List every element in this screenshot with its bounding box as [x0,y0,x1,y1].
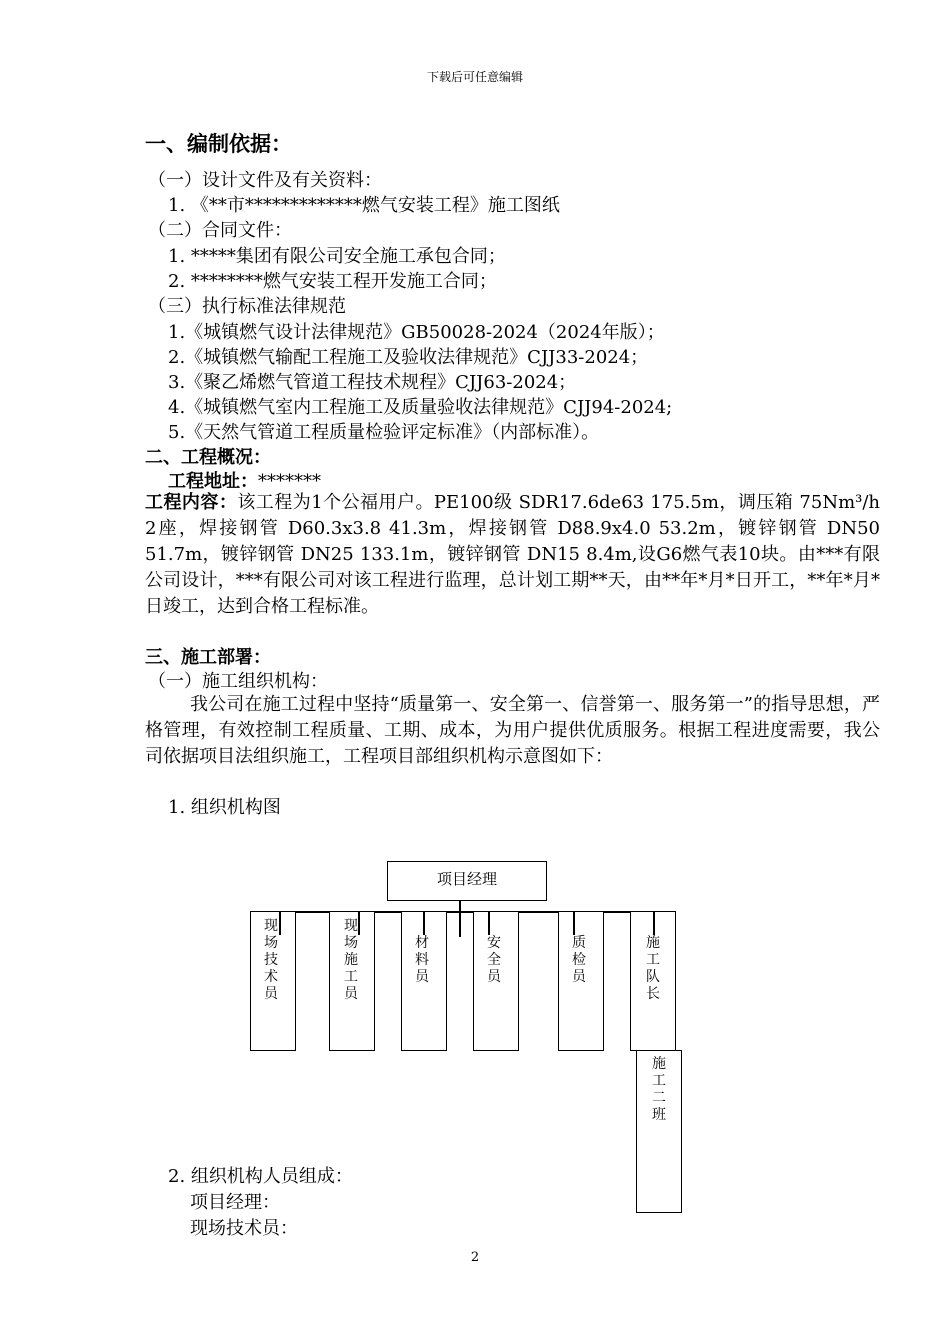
content-label: 工程内容： [145,492,238,513]
org-tick-safety [488,911,490,935]
sub3-item-2: 2.《城镇燃气输配工程施工及验收法律规范》CJJ33-2024； [168,347,649,368]
org-role-quality: 质检员 [572,935,586,985]
org-tick-captain [653,911,655,935]
org-team2-label: 施工二班 [652,1056,666,1123]
org-role-safety: 安全员 [487,935,501,985]
section1-title: 一、编制依据： [145,132,292,156]
org-role-captain: 施工队长 [646,935,660,1002]
org-tick-material [423,911,425,935]
sub2-item-1: 1. *****集团有限公司安全施工承包合同； [168,246,506,267]
page-number: 2 [470,1250,480,1265]
sub3-item-4: 4.《城镇燃气室内工程施工及质量验收法律规范》CJJ94-2024; [168,397,673,418]
org-top-label: 项目经理 [436,870,497,888]
org-tick-tech [279,911,281,935]
section1-sub1: （一）设计文件及有关资料： [148,170,382,191]
tech-label: 现场技术员： [190,1218,298,1239]
org-role-material: 材料员 [415,935,429,985]
sub1-item-1: 1. 《**市*************燃气安装工程》施工图纸 [168,195,560,216]
section2-title: 二、工程概况： [145,447,271,468]
org-trunk-line [459,901,461,937]
address-value: ******* [258,471,321,492]
sub3-item-1: 1.《城镇燃气设计法律规范》GB50028-2024（2024年版）； [168,322,665,343]
org-item1: 1. 组织机构图 [168,797,281,818]
section3-sub1: （一）施工组织机构： [148,671,328,692]
section3-title: 三、施工部署： [145,647,271,668]
section1-sub2: （二）合同文件： [148,220,292,241]
org-horizontal-line [250,911,674,913]
sub2-item-2: 2. ********燃气安装工程开发施工合同； [168,271,497,292]
org-paragraph: 我公司在施工过程中坚持“质量第一、安全第一、信誉第一、服务第一”的指导思想，严格管理，有效控制工程质量、工期、成本，为用户提供优质服务。根据工程进度需要，我公司依据项目法组织施工，工程项目部组织机构示意图如下： [145,694,880,767]
org-item2: 2. 组织机构人员组成： [168,1166,353,1187]
sub3-item-5: 5.《天然气管道工程质量检验评定标准》（内部标准）。 [168,422,600,443]
pm-label: 项目经理： [190,1192,280,1213]
content-paragraph [145,490,880,620]
sub3-item-3: 3.《聚乙烯燃气管道工程技术规程》CJJ63-2024； [168,372,577,393]
address-label: 工程地址： [168,471,258,492]
org-role-site: 现场施工员 [344,918,358,1002]
org-tick-quality [573,911,575,935]
org-role-tech: 现场技术员 [264,918,278,1002]
content-text: 该工程为1个公福用户。PE100级 SDR17.6de63 175.5m，调压箱 75Nm³/h 2座，焊接钢管 D60.3x3.8 41.3m，焊接钢管 D88.9x4.0 53.2m，镀锌钢管 DN50 51.7m，镀锌钢管 DN25 133.1m，镀锌钢管 DN15 8.4m,设G6燃气表10块。由***有限公司设计，***有限公司对该工程进行监理，总计划工期**天，由**年*月*日开工，**年*月* 日竣工，达到合格工程标准。 [145,492,881,617]
header-note: 下载后可任意编辑 [426,70,523,84]
section1-sub3: （三）执行标准法律规范 [148,296,346,317]
